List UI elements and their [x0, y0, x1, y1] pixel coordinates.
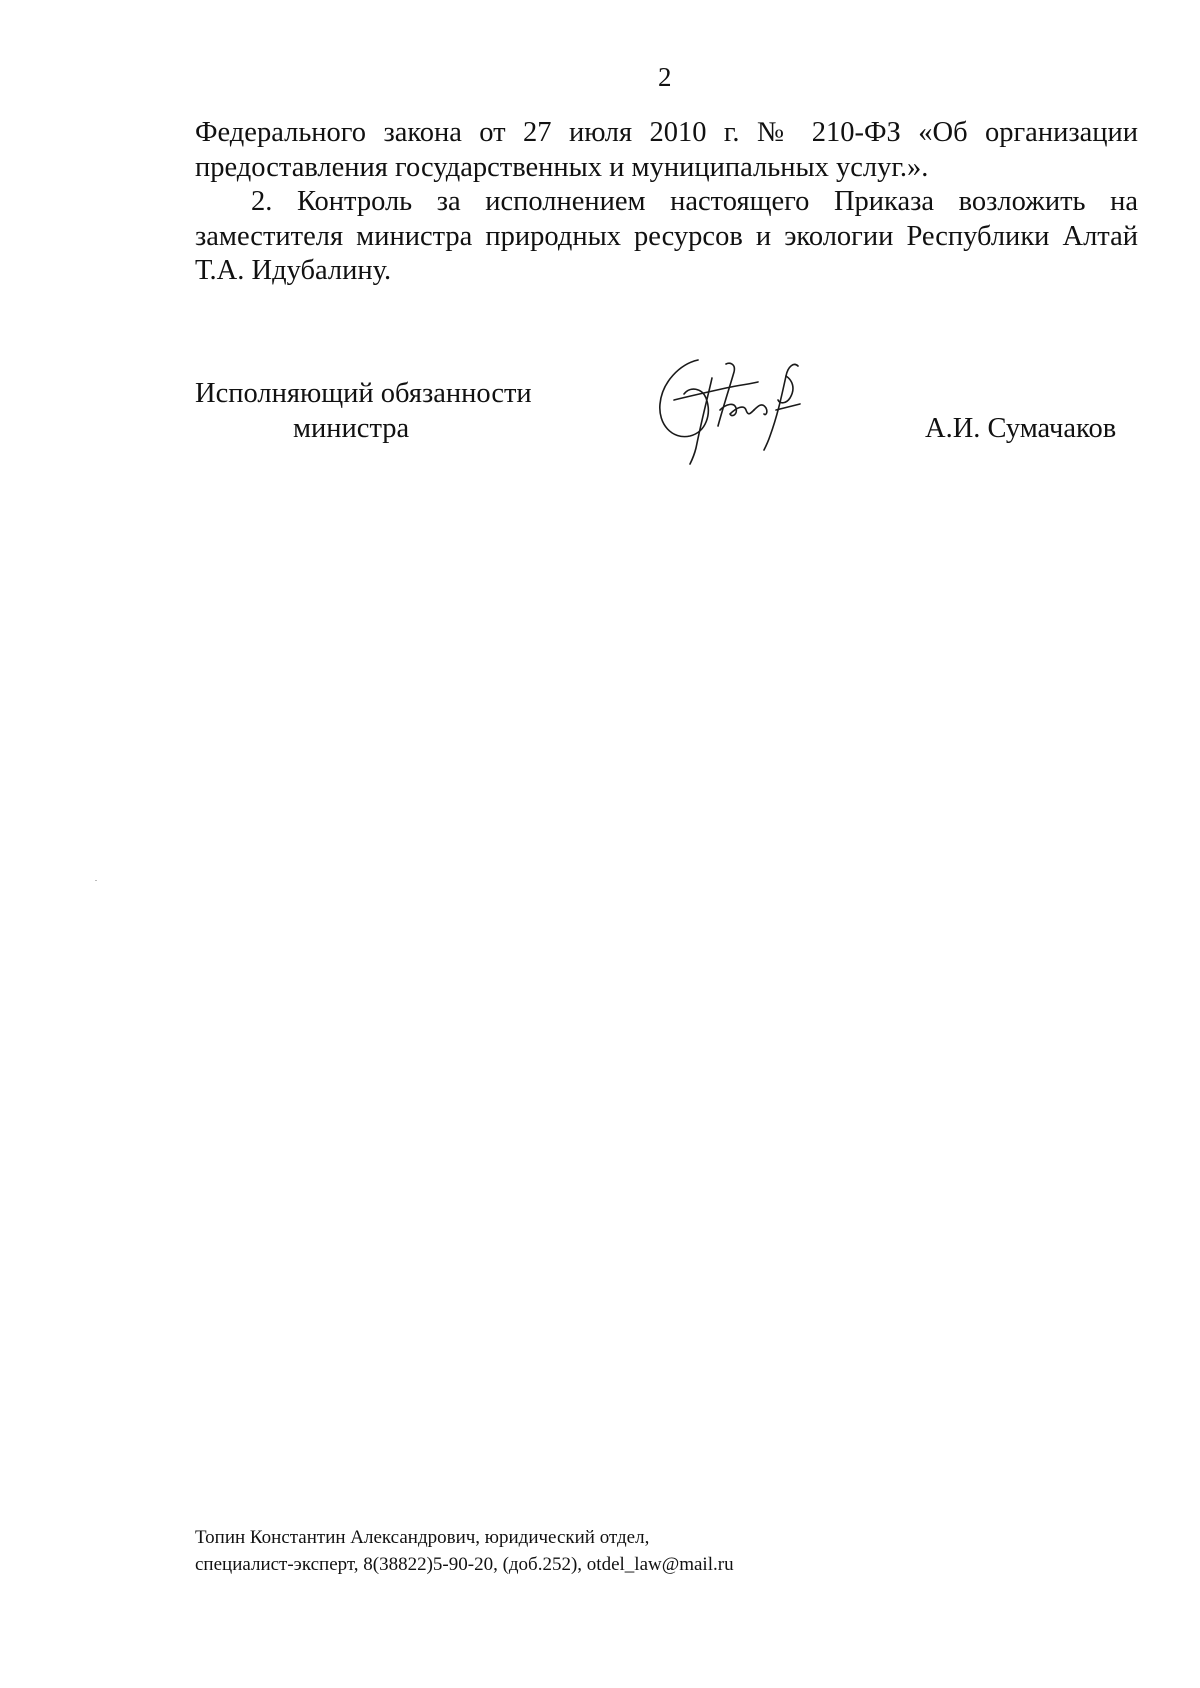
scan-speck: [95, 880, 97, 881]
signatory-position-line-1: Исполняющий обязанности: [195, 378, 532, 409]
paragraph-2-line-2: заместителя министра природных ресурсов и экологии Республики Алтай: [195, 220, 1138, 252]
paragraph-2: [195, 185, 1138, 289]
page-number: 2: [658, 62, 672, 92]
paragraph-1-line-2: предоставления государственных и муниципальных услуг.».: [195, 151, 929, 183]
signatory-name: А.И. Сумачаков: [925, 413, 1117, 444]
paragraph-2-line-3: Т.А. Идубалину.: [195, 255, 392, 286]
paragraph-1: [195, 116, 1138, 185]
signatory-position: [195, 377, 555, 446]
footer-line-1: Топин Константин Александрович, юридический отдел,: [195, 1527, 650, 1548]
body-text: [195, 116, 1138, 289]
paragraph-2-line-1: 2. Контроль за исполнением настоящего Приказа возложить на: [251, 186, 1138, 217]
footer-contact-note: [195, 1524, 734, 1578]
footer-line-2: специалист-эксперт, 8(38822)5-90-20, (доб.252), otdel_law@mail.ru: [195, 1554, 734, 1575]
handwritten-signature: [650, 352, 825, 467]
signatory-position-line-2: министра: [293, 412, 410, 444]
paragraph-1-line-1: Федерального закона от 27 июля 2010 г. № 210-ФЗ «Об организации: [195, 117, 1138, 148]
